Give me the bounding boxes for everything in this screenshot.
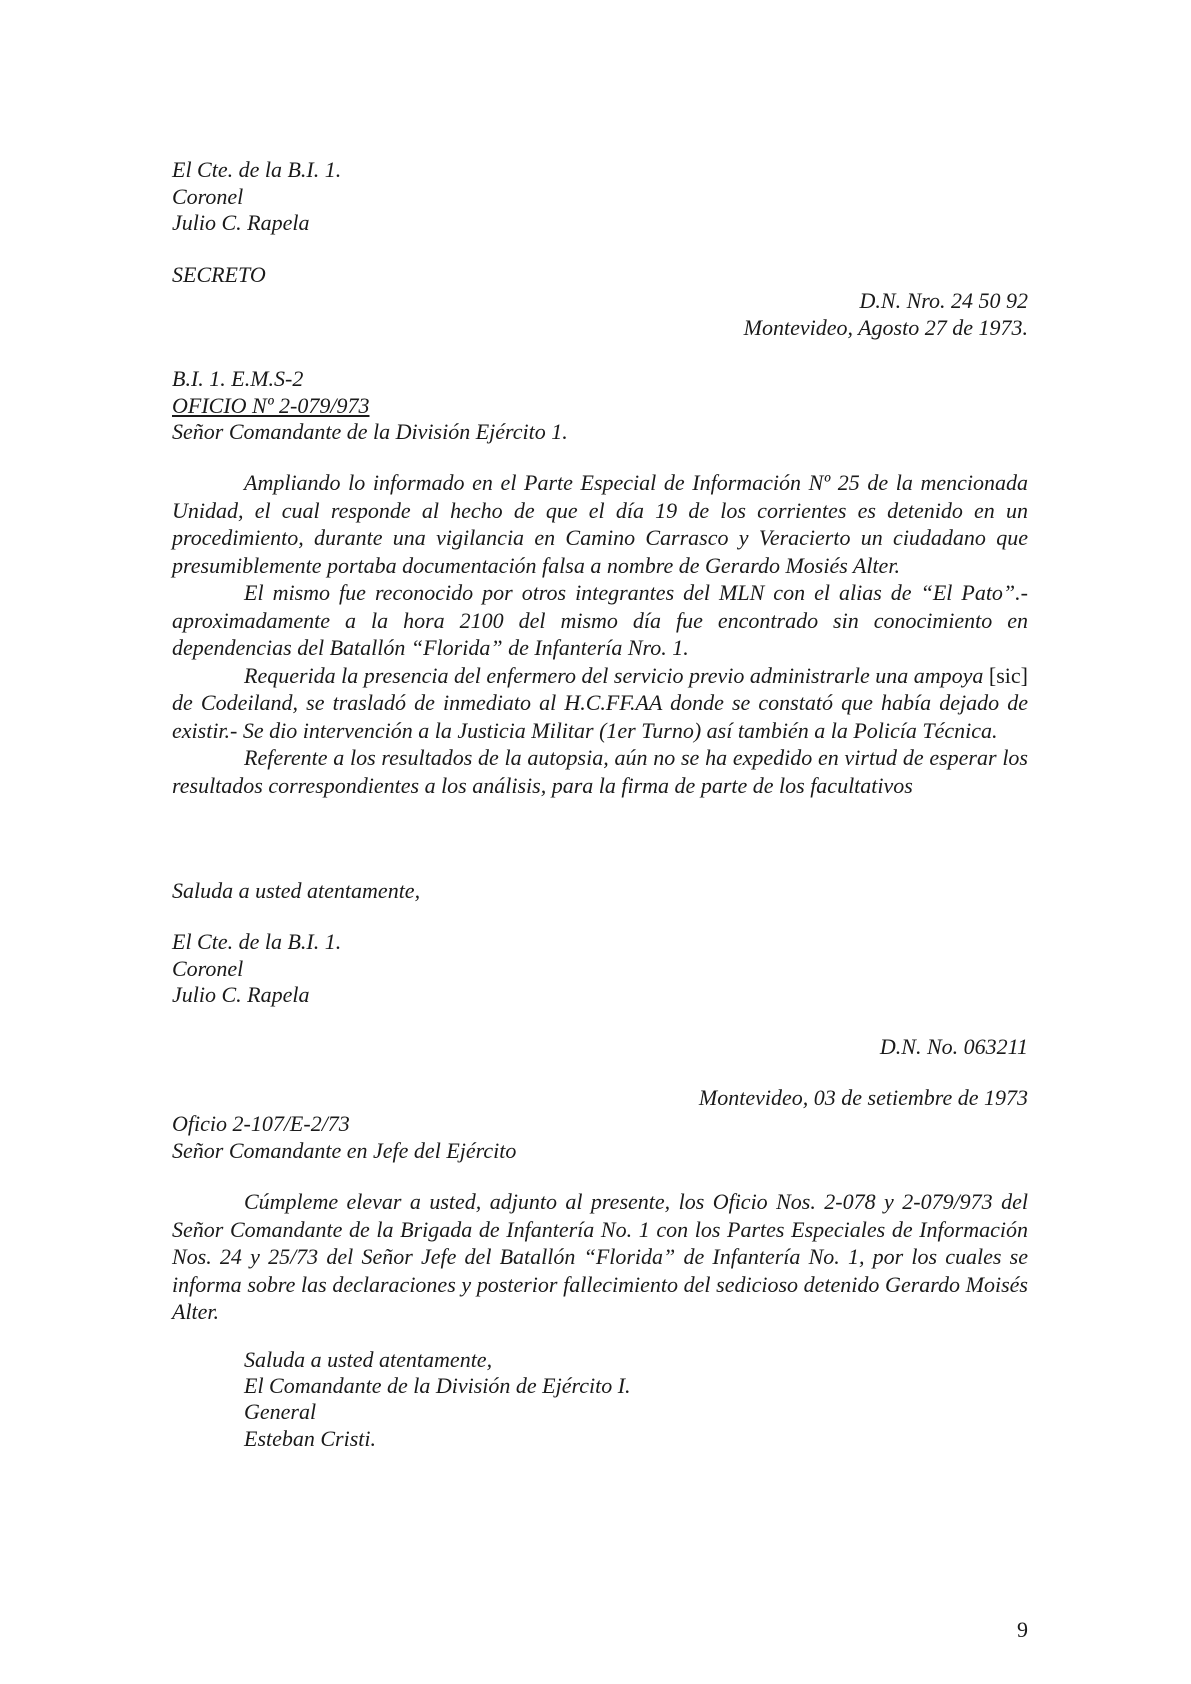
letter2-paragraph-1: Cúmpleme elevar a usted, adjunto al presente, los Oficio Nos. 2-078 y 2-079/973 del Señor Comandante de la Brigada de Infantería No. 1 con los Partes Especiales de Información Nos. 24 y 25/73 del Señor Jefe del Batallón “Florida” de Infantería No. 1, por los cuales se informa sobre las declaraciones y posterior fallecimiento del sedicioso detenido Gerardo Moisés Alter.: [172, 1189, 1028, 1324]
closing-line: Saluda a usted atentamente,: [172, 878, 421, 903]
classification-label: SECRETO: [172, 262, 266, 287]
header-line-1: El Cte. de la B.I. 1.: [172, 157, 342, 182]
letter2-addressee: Señor Comandante en Jefe del Ejército: [172, 1138, 517, 1163]
letter2-oficio: Oficio 2-107/E-2/73: [172, 1111, 350, 1136]
letter2-closing-line-2: El Comandante de la División de Ejército I.: [244, 1373, 631, 1398]
paragraph-3-start: Requerida la presencia del enfermero del servicio previo administrarle una ampoya: [244, 662, 989, 688]
letter2-closing-line-3: General: [244, 1399, 317, 1424]
header-line-3: Julio C. Rapela: [172, 210, 310, 235]
signature-line-1: El Cte. de la B.I. 1.: [172, 929, 342, 954]
sic-annotation: [sic]: [988, 662, 1028, 688]
letter2-reference-number: D.N. No. 063211: [879, 1034, 1028, 1059]
letter2-closing-line-4: Esteban Cristi.: [244, 1426, 377, 1451]
header-line-2: Coronel: [172, 184, 244, 209]
letter2-date-line: Montevideo, 03 de setiembre de 1973: [698, 1085, 1028, 1110]
letter1-paragraph-3: [172, 662, 1028, 745]
paragraph-3-end: de Codeiland, se trasladó de inmediato al H.C.FF.AA donde se constató que había dejado de existir.- Se dio intervención a la Justicia Militar (1er Turno) así también a la Policía Técnica.: [172, 690, 1028, 743]
letter1-paragraph-4: Referente a los resultados de la autopsia, aún no se ha expedido en virtud de esperar los resultados correspondientes a los análisis, para la firma de parte de los facultativos: [172, 745, 1028, 798]
reference-number: D.N. Nro. 24 50 92: [859, 288, 1028, 313]
signature-line-2: Coronel: [172, 956, 244, 981]
addressee: Señor Comandante de la División Ejército 1.: [172, 419, 568, 444]
letter2-closing-line-1: Saluda a usted atentamente,: [244, 1347, 493, 1372]
letter1-paragraph-1: Ampliando lo informado en el Parte Especial de Información Nº 25 de la mencionada Unidad, el cual responde al hecho de que el día 19 de los corrientes es detenido en un procedimiento, durante una vigilancia en Camino Carrasco y Veracierto un ciudadano que presumiblemente portaba documentación falsa a nombre de Gerardo Mosiés Alter.: [172, 470, 1028, 578]
page-number: 9: [1017, 1617, 1028, 1642]
unit-line: B.I. 1. E.M.S-2: [172, 366, 304, 391]
letter1-body: [172, 469, 1028, 799]
signature-line-3: Julio C. Rapela: [172, 982, 310, 1007]
letter2-body: [172, 1188, 1028, 1326]
date-line: Montevideo, Agosto 27 de 1973.: [743, 315, 1028, 340]
letter1-paragraph-2: El mismo fue reconocido por otros integrantes del MLN con el alias de “El Pato”.- aproximadamente a la hora 2100 del mismo día fue encontrado sin conocimiento en dependencias del Batallón “Florida” de Infantería Nro. 1.: [172, 580, 1028, 660]
oficio-number: OFICIO Nº 2-079/973: [172, 393, 370, 418]
